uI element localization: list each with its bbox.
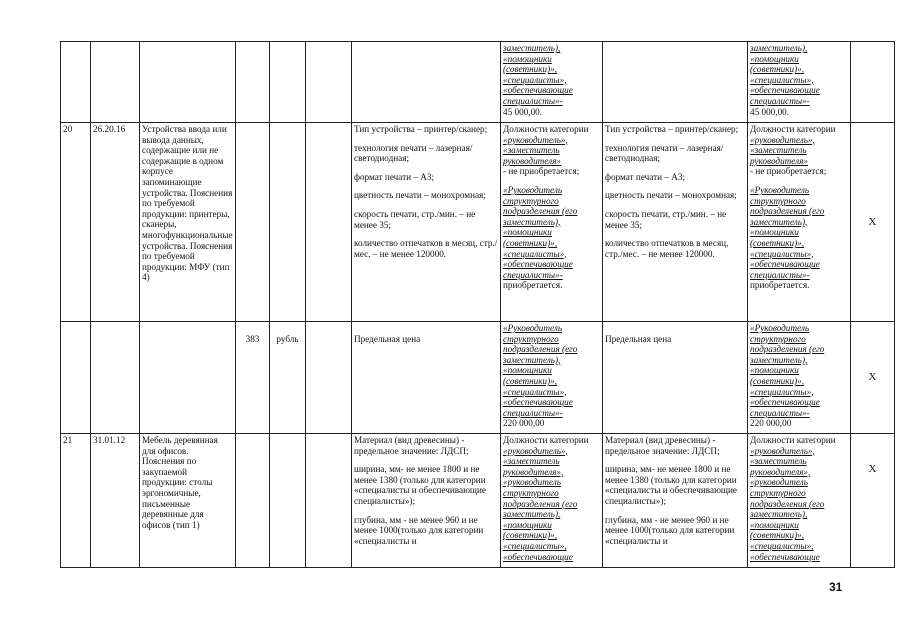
cell-name	[140, 322, 236, 434]
positions-head: Должности категории	[503, 124, 589, 134]
spec-line: технология печати – лазерная/светодиодная;	[605, 142, 724, 164]
page-number: 31	[829, 580, 843, 594]
cell-param	[306, 123, 352, 322]
positions-category: «Руководитель структурного подразделения (его заместитель), «помощники (советники)», «специалисты», «обеспечивающие специалисты»-	[750, 184, 825, 280]
positions-none: - не приобретается;	[750, 166, 827, 177]
positions-line: «специалисты»,	[503, 74, 567, 85]
price-value: 220 000,00	[750, 418, 792, 429]
positions-line: «помощники	[503, 53, 552, 64]
cell-positions-2	[748, 123, 851, 322]
table-row-21	[61, 434, 895, 568]
positions-category: «Руководитель структурного подразделения (его заместитель), «помощники (советники)», «специалисты», «обеспечивающие специалисты»-	[503, 184, 578, 280]
spec-line: формат печати – А3;	[605, 171, 686, 182]
spec-line: цветность печати – монохромная;	[354, 190, 486, 201]
spec-line: глубина, мм - не менее 960 и не менее 1000(только для категории «специалисты и	[605, 514, 735, 546]
cell-param-value-2	[603, 123, 748, 322]
positions-head: Должности категории	[750, 124, 836, 134]
positions-line: «специалисты»,	[750, 74, 814, 85]
positions-head: Должности категории	[503, 435, 589, 445]
table-row-price	[61, 322, 895, 434]
spec-line: формат печати – А3;	[354, 171, 435, 182]
spec-line: скорость печати, стр./мин. – не менее 35;	[605, 208, 727, 230]
cell-mark	[851, 42, 895, 123]
cell-unit	[270, 42, 306, 123]
positions-line: специалисты»-	[503, 95, 563, 106]
positions-leaders: «руководитель», «заместитель руководителя», «руководитель структурного подразделения (его заместитель), «помощники (советники)», «специалисты», «обеспечивающие	[503, 445, 578, 562]
positions-line: «помощники	[750, 53, 799, 64]
spec-line: глубина, мм - не менее 960 и не менее 1000(только для категории «специалисты и	[354, 514, 484, 546]
cell-okei	[236, 123, 270, 322]
spec-line: количество отпечатков в месяц, стр./мес. – не менее 120000.	[605, 238, 729, 259]
positions-buy: приобретается.	[750, 280, 810, 291]
cell-param-value	[352, 42, 501, 123]
cell-code	[91, 322, 140, 434]
cell-num	[61, 42, 91, 123]
cell-param	[306, 322, 352, 434]
positions-none: - не приобретается;	[503, 166, 580, 177]
spec-line: ширина, мм- не менее 1800 и не менее 1380 (только для категории «специалисты и обеспечивающие специалисты»);	[354, 464, 486, 506]
positions-line: заместитель),	[750, 43, 808, 53]
spec-line: Материал (вид древесины) - предельное значение: ЛДСП;	[354, 435, 469, 456]
price-value: 45 000,00.	[503, 106, 543, 117]
spec-line: Тип устройства – принтер/сканер;	[605, 124, 739, 134]
cell-okei: 383	[236, 322, 270, 434]
cell-mark: X	[851, 434, 895, 568]
spec-line: ширина, мм- не менее 1800 и не менее 1380 (только для категории «специалисты и обеспечивающие специалисты»);	[605, 464, 737, 506]
price-value: 220 000,00	[503, 418, 545, 429]
cell-param	[306, 42, 352, 123]
spec-line: технология печати – лазерная/светодиодная;	[354, 142, 473, 164]
cell-positions	[501, 322, 603, 434]
positions-line: «обеспечивающие	[750, 85, 820, 96]
cell-positions	[501, 434, 603, 568]
cell-positions-2	[748, 322, 851, 434]
positions-buy: приобретается.	[503, 280, 563, 291]
cell-param-value-2: Предельная цена	[603, 322, 748, 434]
positions-line: специалисты»-	[750, 95, 810, 106]
cell-mark: X	[851, 322, 895, 434]
positions-category: «Руководитель структурного подразделения (его заместитель), «помощники (советники)», «специалисты», «обеспечивающие специалисты»-	[503, 323, 578, 418]
cell-positions-2	[748, 42, 851, 123]
cell-mark: X	[851, 123, 895, 322]
cell-code: 31.01.12	[91, 434, 140, 568]
cell-positions	[501, 42, 603, 123]
cell-param-value-2	[603, 42, 748, 123]
cell-num: 20	[61, 123, 91, 322]
cell-unit	[270, 123, 306, 322]
positions-leaders: «руководитель», «заместитель руководителя»	[750, 134, 815, 166]
cell-param	[306, 434, 352, 568]
cell-param-value-2	[603, 434, 748, 568]
cell-positions-2	[748, 434, 851, 568]
positions-line: «обеспечивающие	[503, 85, 573, 96]
cell-okei	[236, 42, 270, 123]
spec-line: количество отпечатков в месяц, стр./мес. – не менее 120000.	[354, 238, 498, 259]
spec-line: Материал (вид древесины) - предельное значение: ЛДСП;	[605, 435, 720, 456]
cell-positions	[501, 123, 603, 322]
positions-leaders: «руководитель», «заместитель руководителя», «руководитель структурного подразделения (его заместитель), «помощники (советники)», «специалисты», «обеспечивающие	[750, 445, 825, 562]
cell-num: 21	[61, 434, 91, 568]
positions-category: «Руководитель структурного подразделения (его заместитель), «помощники (советники)», «специалисты», «обеспечивающие специалисты»-	[750, 323, 825, 418]
positions-line: (советники)»,	[503, 64, 558, 75]
cell-unit	[270, 434, 306, 568]
positions-line: (советники)»,	[750, 64, 805, 75]
cell-name: Мебель деревянная для офисов. Пояснения по закупаемой продукции: столы эргономичные, письменные деревянные для офисов (тип 1)	[140, 434, 236, 568]
cell-name	[140, 42, 236, 123]
cell-name: Устройства ввода или вывода данных, содержащие или не содержащие в одном корпусе запоминающие устройства. Пояснения по требуемой продукции: принтеры, сканеры, многофункциональные устройства. Пояснения по требуемой продукции: МФУ (тип 4)	[140, 123, 236, 322]
positions-line: заместитель),	[503, 43, 561, 53]
table-row-20	[61, 123, 895, 322]
cell-unit: рубль	[270, 322, 306, 434]
spec-line: Тип устройства – принтер/сканер;	[354, 124, 488, 134]
positions-leaders: «руководитель», «заместитель руководителя»	[503, 134, 568, 166]
requirements-table	[60, 41, 895, 568]
table-row-continuation	[61, 42, 895, 123]
positions-head: Должности категории	[750, 435, 836, 445]
spec-line: цветность печати – монохромная;	[605, 190, 737, 201]
cell-param-value	[352, 434, 501, 568]
cell-num	[61, 322, 91, 434]
price-value: 45 000,00.	[750, 106, 790, 117]
cell-code	[91, 42, 140, 123]
cell-code: 26.20.16	[91, 123, 140, 322]
cell-param-value	[352, 123, 501, 322]
cell-param-value: Предельная цена	[352, 322, 501, 434]
cell-okei	[236, 434, 270, 568]
spec-line: скорость печати, стр./мин. – не менее 35;	[354, 208, 476, 230]
